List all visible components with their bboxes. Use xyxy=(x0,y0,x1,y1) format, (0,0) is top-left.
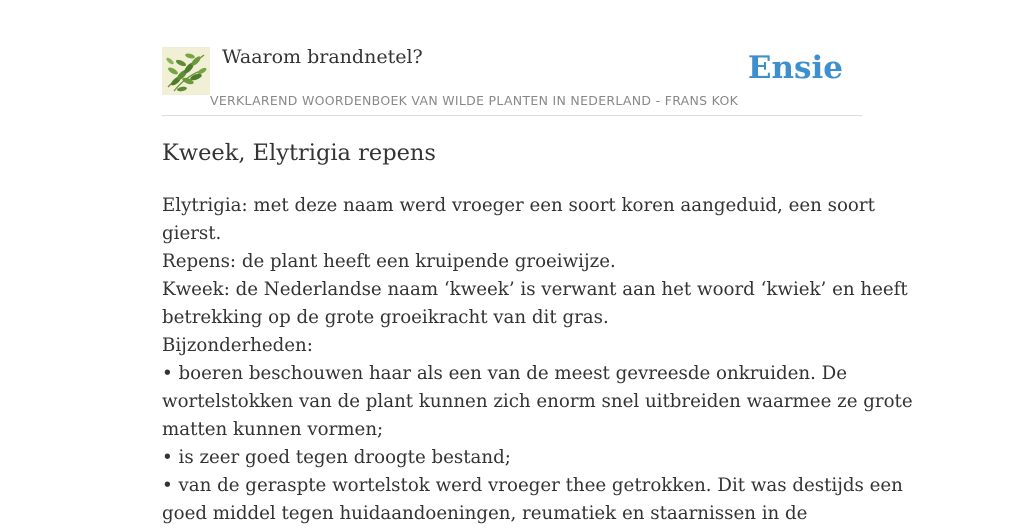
entry-title: Kweek, Elytrigia repens xyxy=(162,140,436,166)
dictionary-header xyxy=(162,40,862,116)
entry-line: • van de geraspte wortelstok werd vroeger thee getrokken. Dit was destijds een xyxy=(162,475,903,496)
entry-line: Repens: de plant heeft een kruipende groeiwijze. xyxy=(162,251,616,272)
entry-line: • boeren beschouwen haar als een van de meest gevreesde onkruiden. De xyxy=(162,363,847,384)
entry-line: Bijzonderheden: xyxy=(162,335,313,356)
entry-line: Kweek: de Nederlandse naam ‘kweek’ is verwant aan het woord ‘kwiek’ en heeft xyxy=(162,279,908,300)
plant-leaves-icon[interactable] xyxy=(162,47,210,95)
entry-line: • is zeer goed tegen droogte bestand; xyxy=(162,447,511,468)
entry-line: wortelstokken van de plant kunnen zich enorm snel uitbreiden waarmee ze grote xyxy=(162,391,913,412)
entry-line: goed middel tegen huidaandoeningen, reumatiek en staarnissen in de xyxy=(162,503,808,524)
entry-line: matten kunnen vormen; xyxy=(162,419,384,440)
entry-line: gierst. xyxy=(162,223,222,244)
dictionary-title[interactable]: Waarom brandnetel? xyxy=(222,46,423,68)
entry-body xyxy=(162,192,913,528)
dictionary-subtitle[interactable]: VERKLAREND WOORDENBOEK VAN WILDE PLANTEN IN NEDERLAND - FRANS KOK xyxy=(210,93,739,108)
entry-line: Elytrigia: met deze naam werd vroeger een soort koren aangeduid, een soort xyxy=(162,195,875,216)
ensie-logo-link[interactable]: Ensie xyxy=(747,50,843,86)
entry-line: betrekking op de grote groeikracht van dit gras. xyxy=(162,307,609,328)
